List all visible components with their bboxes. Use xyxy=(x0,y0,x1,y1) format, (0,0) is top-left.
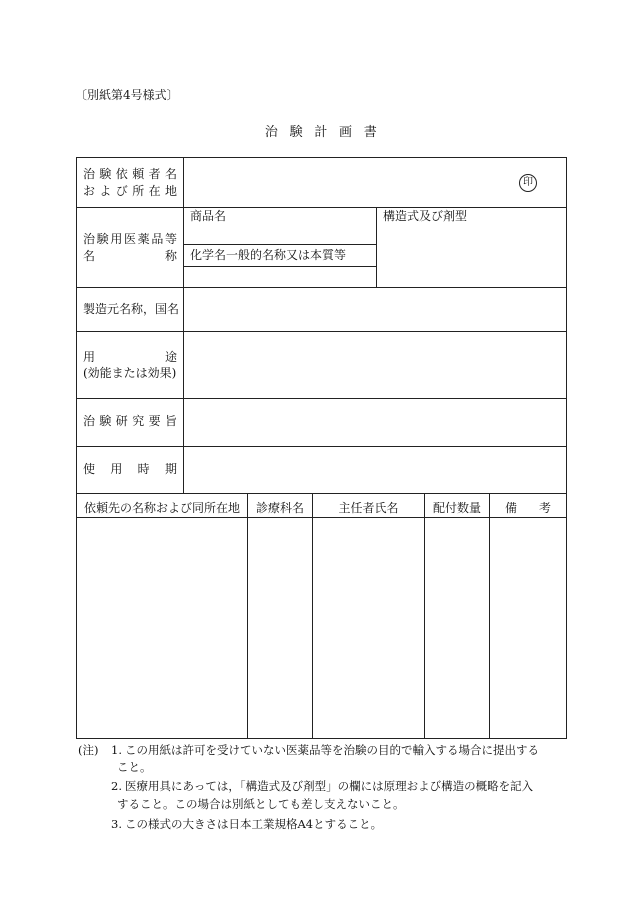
period-label: 使用時期 xyxy=(83,462,177,476)
product-label-line2: 名称 xyxy=(83,249,177,263)
product-name-label: 商品名 xyxy=(190,209,227,223)
seal-mark: 印 xyxy=(519,174,537,192)
page-title: 治験計画書 xyxy=(264,125,389,140)
column-header-department: 診療科名 xyxy=(255,501,304,515)
chemical-name-label: 化学名一般的名称又は本質等 xyxy=(190,248,347,262)
row-divider xyxy=(76,517,567,518)
column-header-remarks: 備考 xyxy=(505,501,551,515)
note-3-number: 3. xyxy=(111,817,122,831)
note-2-line2: すること。この場合は別紙としても差し支えないこと。 xyxy=(117,797,405,811)
column-divider xyxy=(424,493,425,739)
row-divider xyxy=(76,493,567,494)
column-divider xyxy=(312,493,313,739)
form-id: 〔別紙第4号様式〕 xyxy=(75,88,179,102)
note-1-number: 1. xyxy=(111,743,122,757)
column-header-destination: 依頼先の名称および同所在地 xyxy=(83,501,240,515)
row-divider xyxy=(76,287,567,288)
note-1-line2: こと。 xyxy=(117,760,152,774)
column-divider xyxy=(489,493,490,739)
row-divider xyxy=(76,207,567,208)
use-label-line2: (効能または効果) xyxy=(83,366,177,380)
row-divider xyxy=(76,398,567,399)
structure-divider xyxy=(376,207,377,287)
note-3-line1: この様式の大きさは日本工業規格A4とすること。 xyxy=(125,817,383,831)
column-header-chief: 主任者氏名 xyxy=(338,501,399,515)
note-1-line1: この用紙は許可を受けていない医薬品等を治験の目的で輸入する場合に提出する xyxy=(125,743,539,757)
column-header-quantity: 配付数量 xyxy=(432,501,481,515)
label-column-divider xyxy=(183,157,184,493)
note-2-number: 2. xyxy=(111,779,122,793)
use-label-line1: 用途 xyxy=(83,350,177,364)
product-label-line1: 治験用医薬品等 xyxy=(83,232,177,246)
row-divider xyxy=(76,331,567,332)
product-subdivider xyxy=(183,266,376,267)
manufacturer-label: 製造元名称，国名 xyxy=(83,302,180,316)
note-2-line1: 医療用具にあっては，「構造式及び剤型」の欄には原理および構造の概略を記入 xyxy=(125,779,534,793)
product-subdivider xyxy=(183,244,376,245)
sponsor-label-line2: および所在地 xyxy=(83,184,177,198)
notes-prefix: (注) xyxy=(78,743,99,757)
row-divider xyxy=(76,446,567,447)
purpose-label: 治験研究要旨 xyxy=(83,414,177,428)
sponsor-label-line1: 治験依頼者名 xyxy=(83,167,177,181)
column-divider xyxy=(247,493,248,739)
structure-label: 構造式及び剤型 xyxy=(383,209,468,223)
